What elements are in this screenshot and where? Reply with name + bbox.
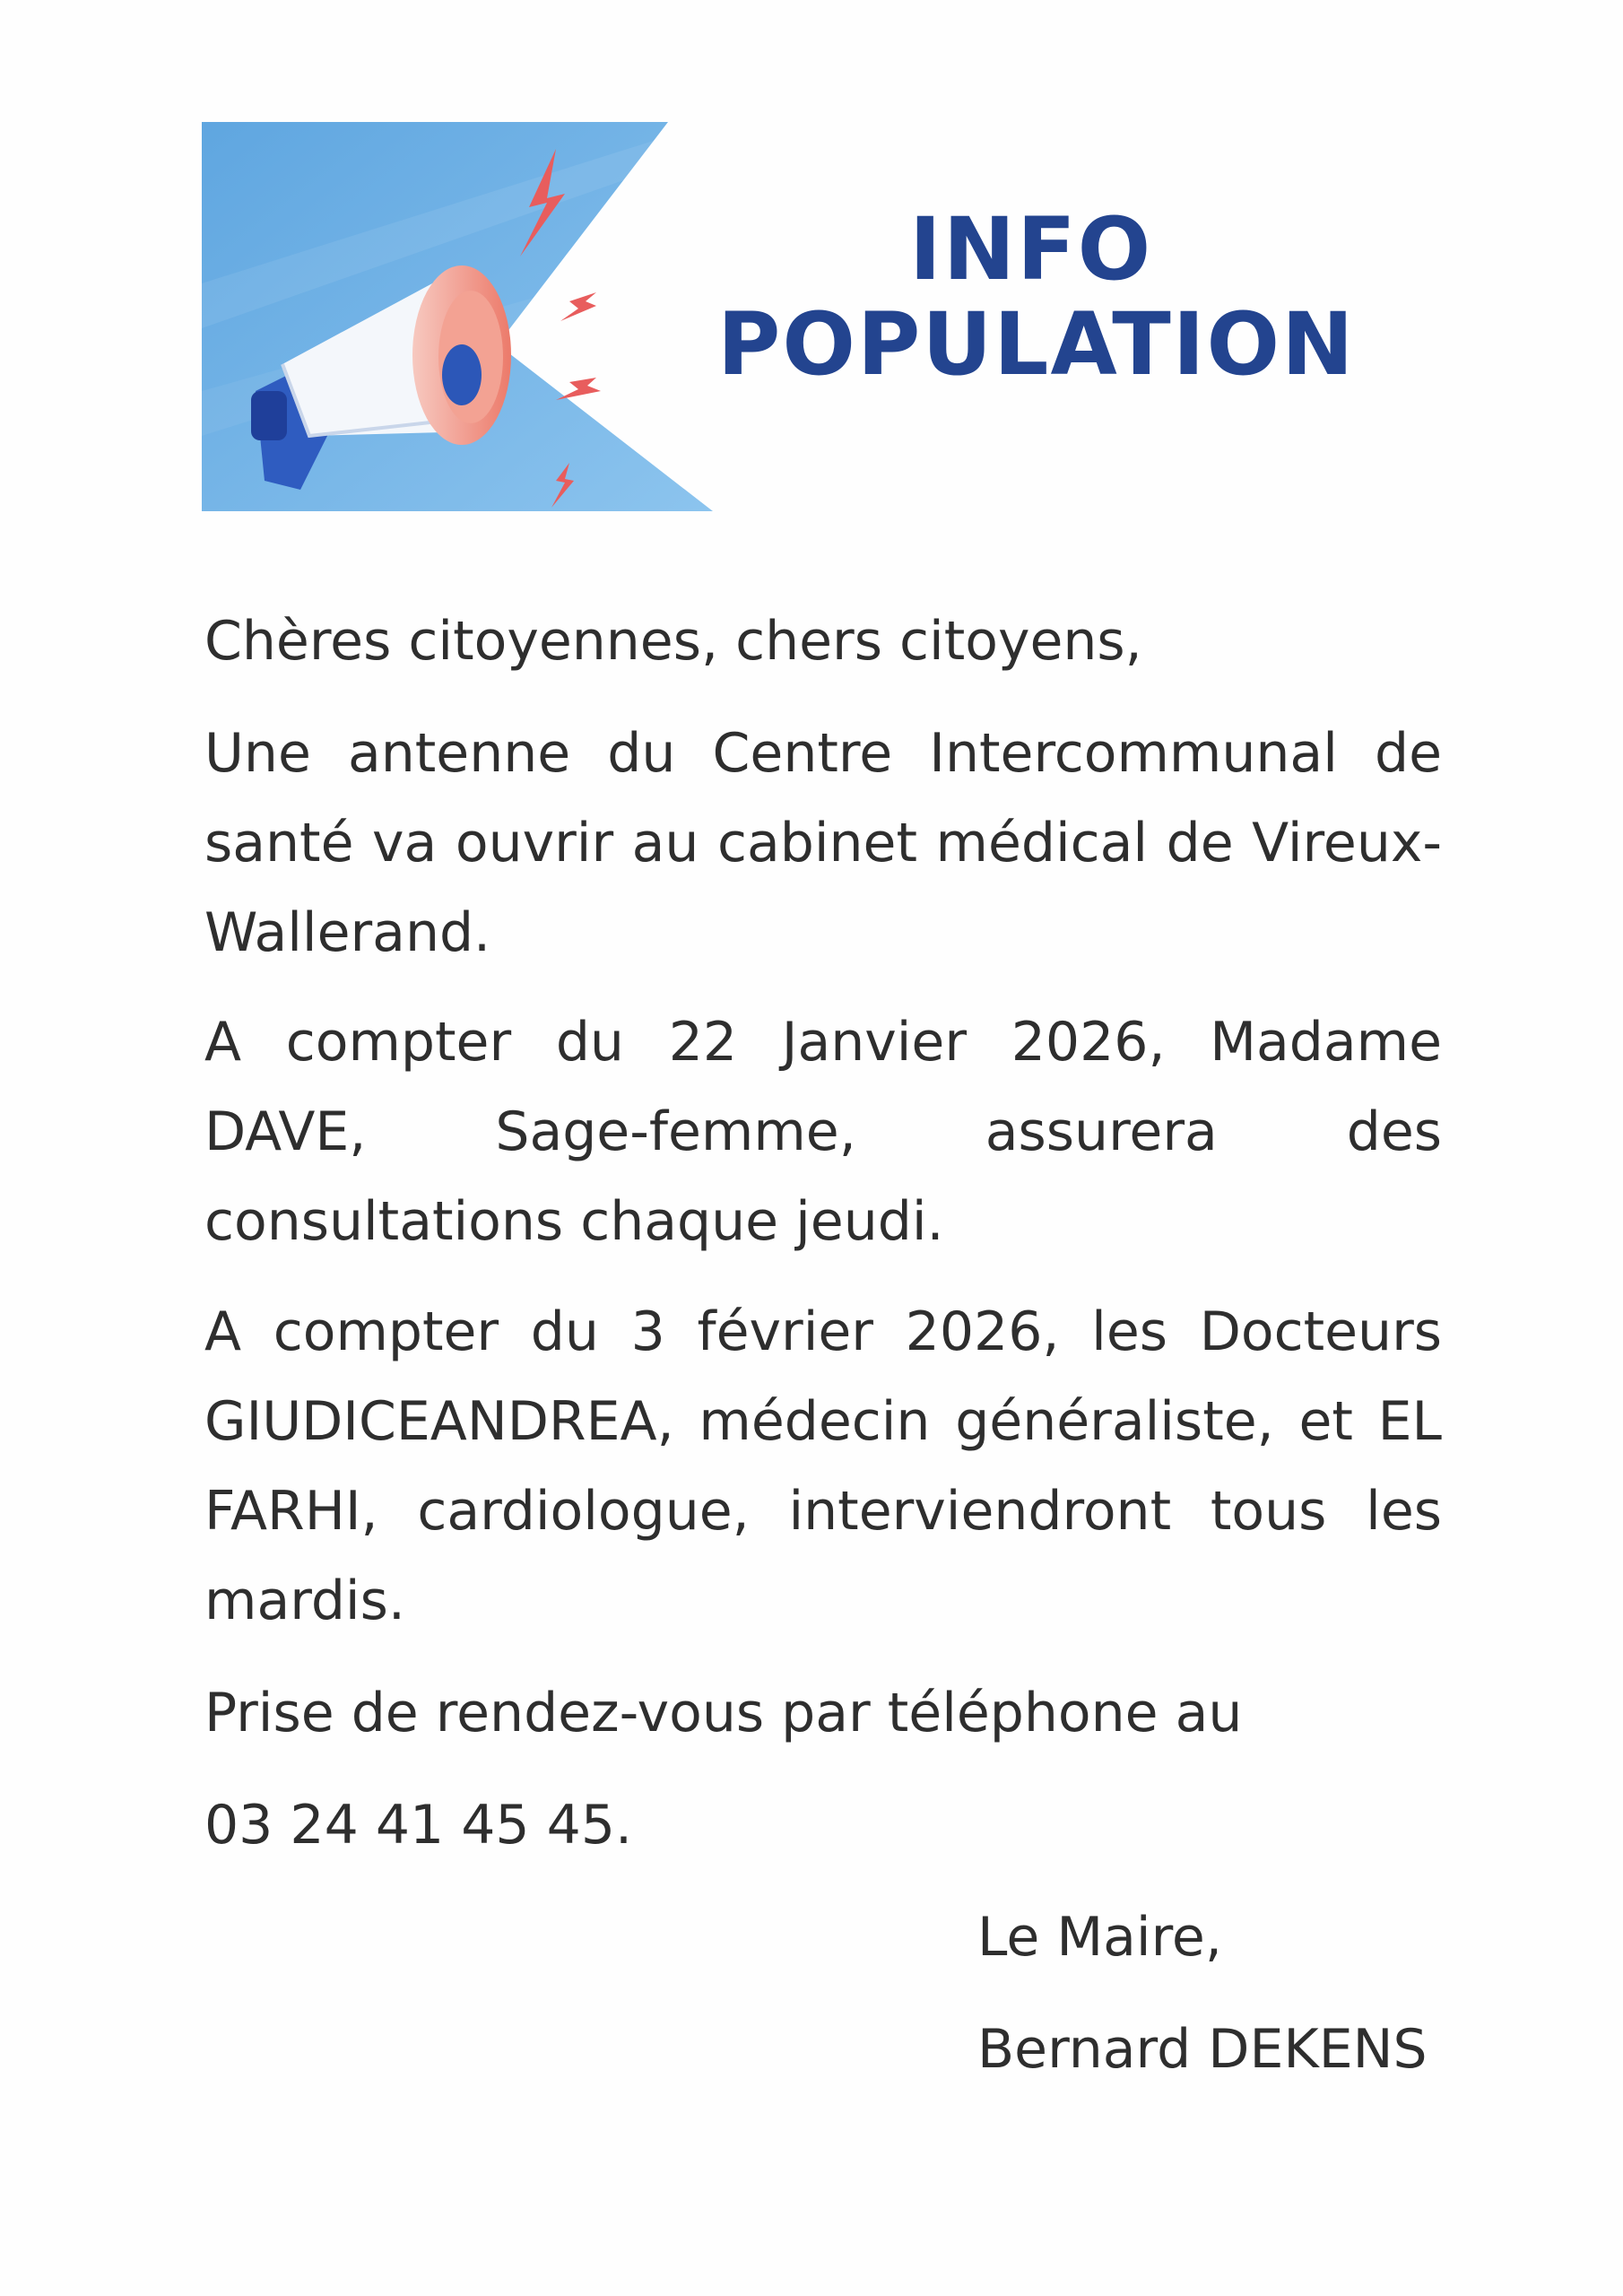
paragraph-health-center: Une antenne du Centre Intercommunal de santé va ouvrir au cabinet médical de Vireux-Wallerand. bbox=[204, 722, 1442, 964]
paragraph-doctors: A compter du 3 février 2026, les Docteurs GIUDICEANDREA, médecin généraliste, et EL FARHI, cardiologue, interviendront tous les mardis. bbox=[204, 1300, 1442, 1632]
megaphone-banner-image bbox=[202, 122, 713, 511]
phone-number: 03 24 41 45 45. bbox=[204, 1794, 633, 1857]
paragraph-midwife: A compter du 22 Janvier 2026, Madame DAVE, Sage-femme, assurera des consultations chaque jeudi. bbox=[204, 1011, 1442, 1253]
greeting: Chères citoyennes, chers citoyens, bbox=[204, 610, 1142, 673]
title-line-info: INFO bbox=[909, 199, 1153, 300]
title-line-population: POPULATION bbox=[717, 294, 1356, 395]
signature-name: Bernard DEKENS bbox=[977, 2018, 1428, 2081]
page-title bbox=[717, 199, 1356, 395]
signature-role: Le Maire, bbox=[977, 1906, 1222, 1969]
paragraph-appointment: Prise de rendez-vous par téléphone au bbox=[204, 1682, 1243, 1744]
